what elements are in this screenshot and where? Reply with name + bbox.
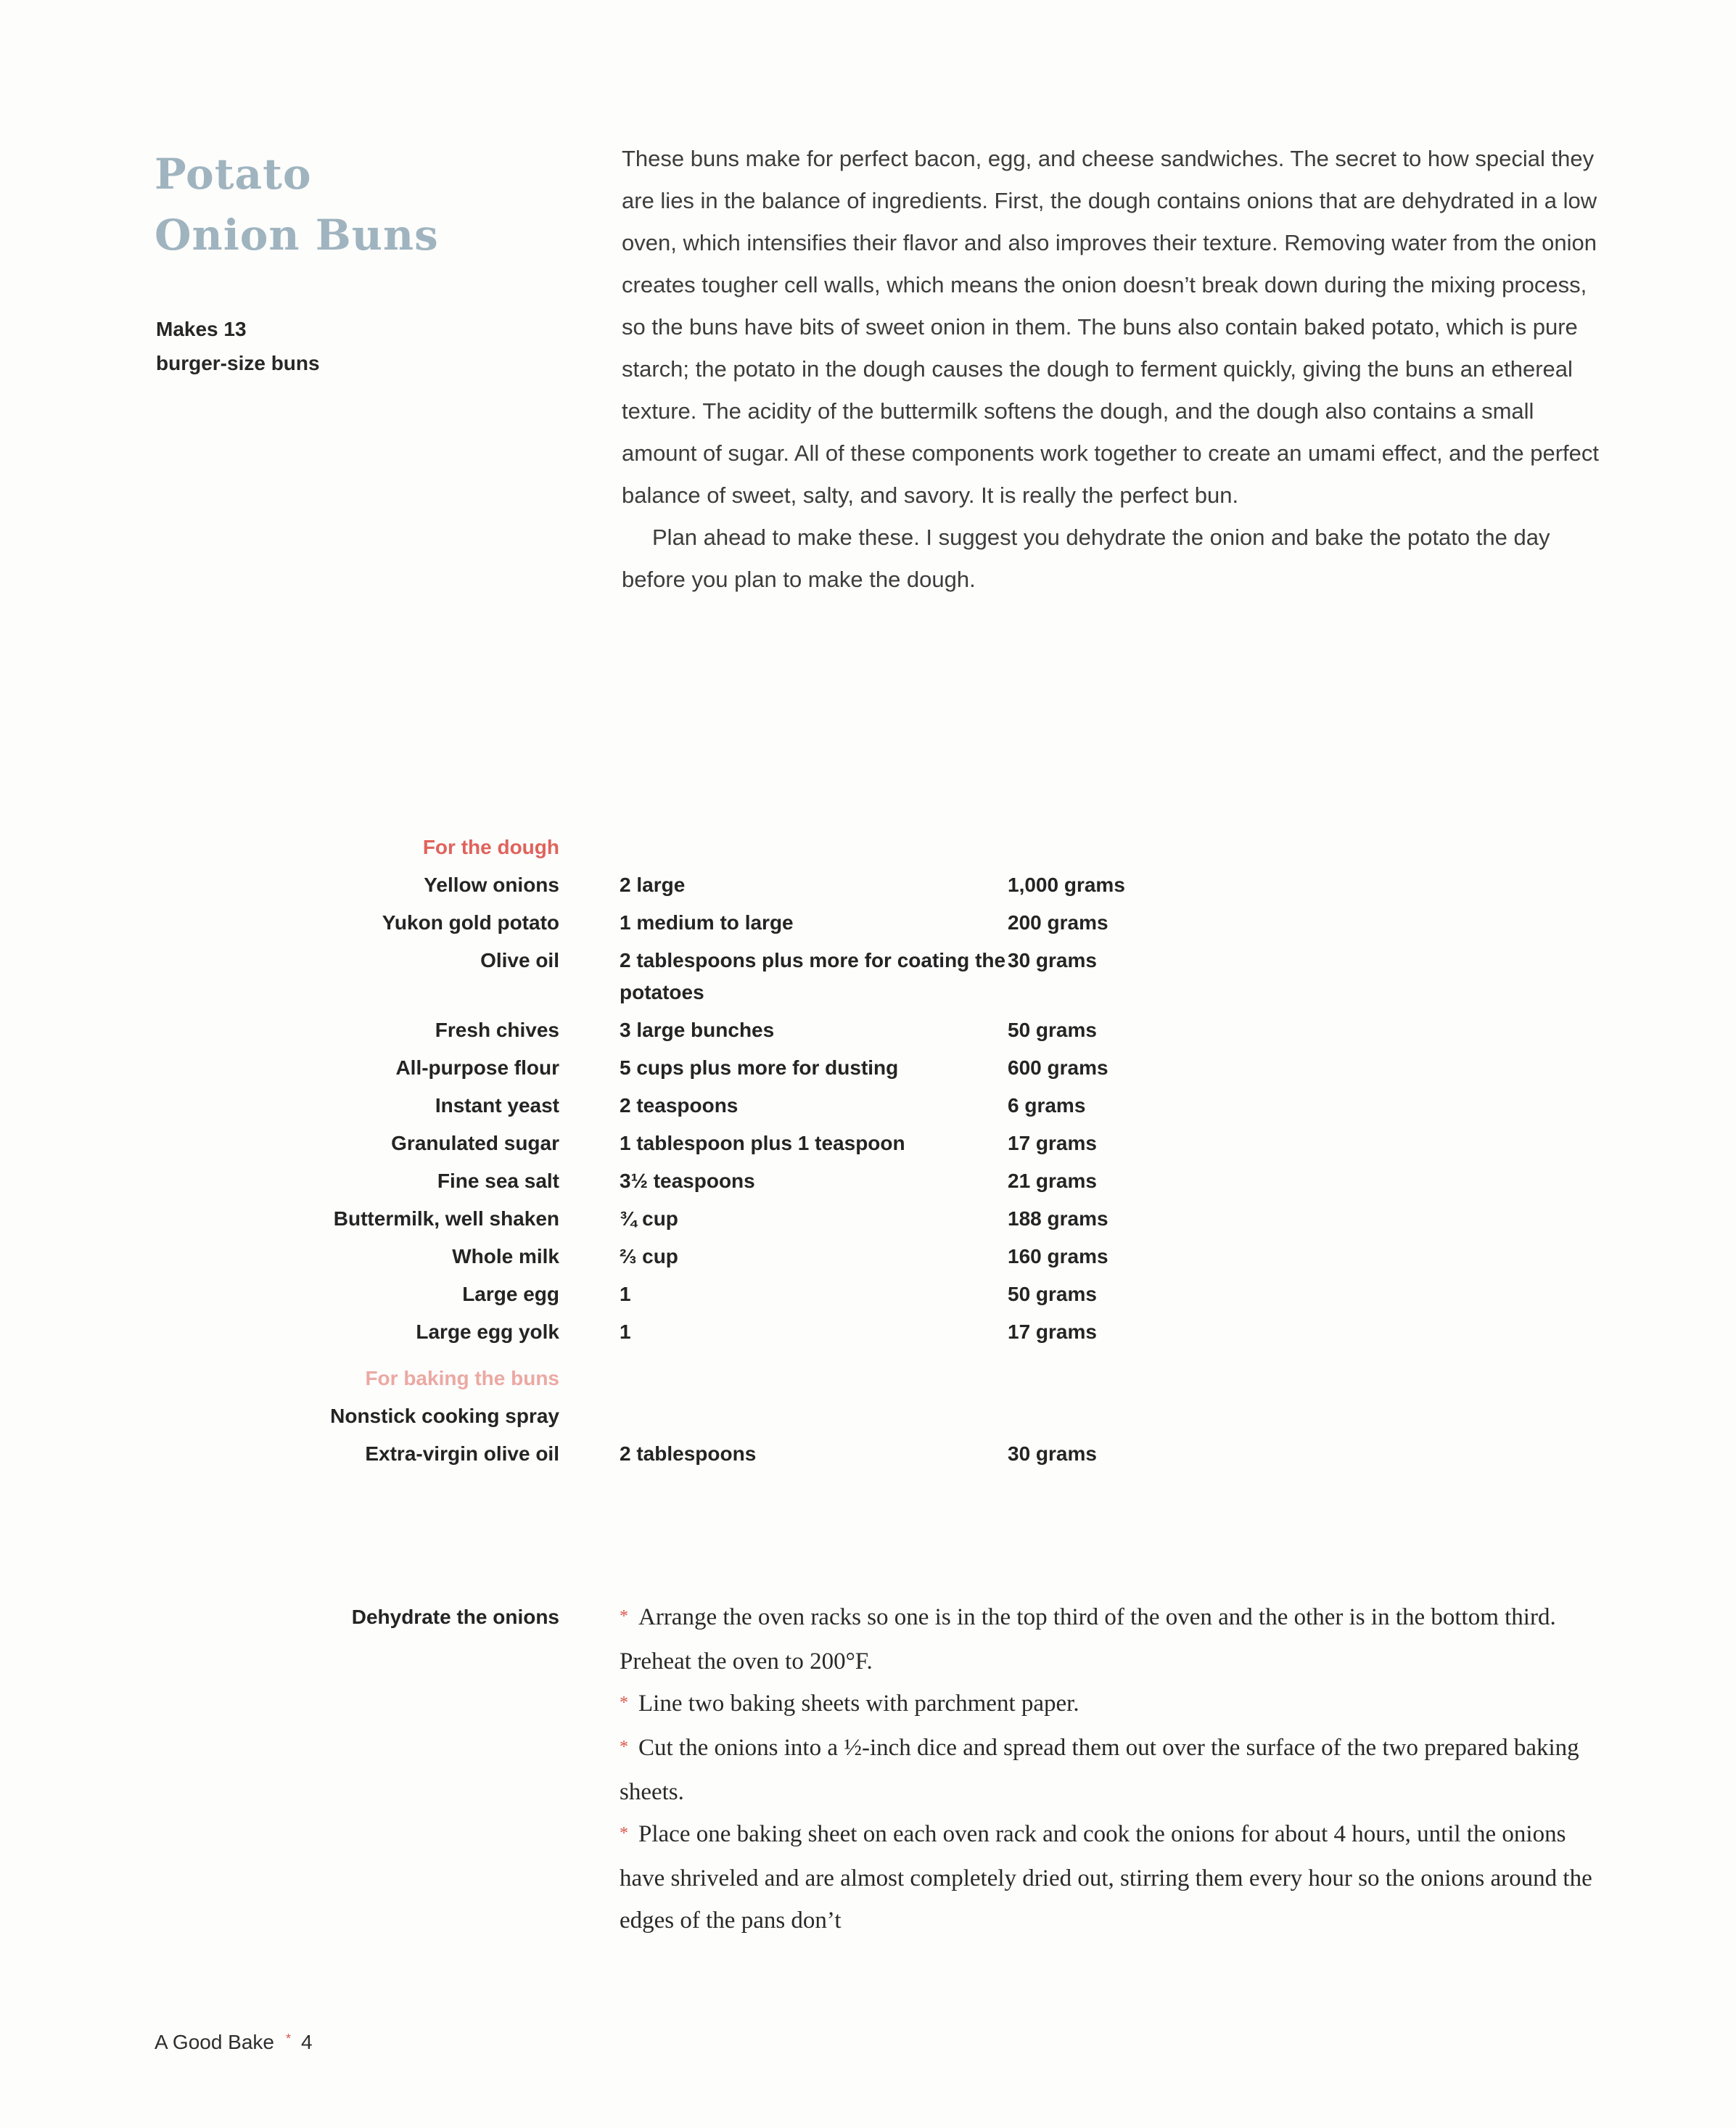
ingredient-grams: 17 grams xyxy=(1008,1132,1097,1154)
step-marker-icon: * xyxy=(620,1607,628,1626)
ingredient-name: Nonstick cooking spray xyxy=(330,1405,559,1427)
ingredient-quantity: 2 large xyxy=(620,874,686,896)
recipe-title-line2: Onion Buns xyxy=(155,210,439,260)
ingredient-grams: 188 grams xyxy=(1008,1207,1108,1230)
method-step xyxy=(620,1727,1608,1813)
recipe-title xyxy=(155,144,439,266)
method-section-label: Dehydrate the onions xyxy=(351,1606,559,1628)
method-step-text: Line two baking sheets with parchment paper. xyxy=(638,1691,1079,1717)
yield-note xyxy=(156,312,320,380)
ingredient-quantity xyxy=(559,1400,1008,1432)
recipe-title-line1: Potato xyxy=(155,149,312,199)
ingredient-grams: 30 grams xyxy=(1008,949,1097,971)
method-step-text: Cut the onions into a ½-inch dice and spread them out over the surface of the two prepared baking sheets. xyxy=(620,1735,1579,1805)
ingredients-header-baking: For baking the buns xyxy=(365,1367,559,1389)
ingredient-quantity: 1 medium to large xyxy=(620,911,794,934)
yield-line1: Makes 13 xyxy=(156,318,247,340)
ingredient-quantity: 1 xyxy=(620,1283,631,1305)
ingredient-grams xyxy=(1008,1400,1247,1432)
ingredient-quantity: 3½ teaspoons xyxy=(620,1170,755,1192)
ingredient-grams: 50 grams xyxy=(1008,1283,1097,1305)
ingredient-grams: 600 grams xyxy=(1008,1056,1108,1079)
ingredient-name: Instant yeast xyxy=(435,1094,559,1117)
ingredient-quantity: 2 teaspoons xyxy=(620,1094,739,1117)
method-step-text: Arrange the oven racks so one is in the top third of the oven and the other is in the bottom third. Preheat the oven to 200°F. xyxy=(620,1604,1556,1675)
page-number: 4 xyxy=(301,2031,313,2053)
ingredient-name: Large egg xyxy=(462,1283,559,1305)
ingredient-grams: 6 grams xyxy=(1008,1094,1086,1117)
ingredient-name: Large egg yolk xyxy=(416,1320,559,1343)
ingredient-quantity: ¾ cup xyxy=(620,1207,678,1230)
method-step xyxy=(620,1813,1608,1942)
ingredient-name: Buttermilk, well shaken xyxy=(333,1207,559,1230)
ingredient-grams: 30 grams xyxy=(1008,1442,1097,1465)
ingredient-quantity: ⅔ cup xyxy=(620,1245,678,1268)
ingredient-name: All-purpose flour xyxy=(395,1056,559,1079)
step-marker-icon: * xyxy=(620,1824,628,1843)
ingredient-name: Extra-virgin olive oil xyxy=(365,1442,559,1465)
ingredient-name: Whole milk xyxy=(452,1245,559,1268)
footer-separator-icon: * xyxy=(286,2032,292,2046)
method-steps xyxy=(559,1596,1608,1942)
book-title: A Good Bake xyxy=(155,2031,275,2053)
ingredient-name: Yellow onions xyxy=(424,874,559,896)
intro-text xyxy=(622,138,1605,601)
ingredient-grams: 200 grams xyxy=(1008,911,1108,934)
ingredient-quantity: 5 cups plus more for dusting xyxy=(620,1056,899,1079)
ingredient-quantity: 3 large bunches xyxy=(620,1019,775,1041)
ingredient-quantity: 1 tablespoon plus 1 teaspoon xyxy=(620,1132,905,1154)
method-step xyxy=(620,1683,1608,1727)
ingredient-name: Fresh chives xyxy=(435,1019,559,1041)
ingredient-grams: 21 grams xyxy=(1008,1170,1097,1192)
ingredient-quantity: 1 xyxy=(620,1320,631,1343)
method-step-text: Place one baking sheet on each oven rack and cook the onions for about 4 hours, until the onions have shriveled and are almost completely dried out, stirring them every hour so the onions around the edges of the pans don’t xyxy=(620,1821,1592,1934)
intro-paragraph-1: These buns make for perfect bacon, egg, and cheese sandwiches. The secret to how special they are lies in the balance of ingredients. First, the dough contains onions that are dehydrated in a low oven, which intensifies their flavor and also improves their texture. Removing water from the onion creates tougher cell walls, which means the onion doesn’t break down during the mixing process, so the buns have bits of sweet onion in them. The buns also contain baked potato, which is pure starch; the potato in the dough causes the dough to ferment quickly, giving the buns an ethereal texture. The acidity of the buttermilk softens the dough, and the dough also contains a small amount of sugar. All of these components work together to create an umami effect, and the perfect balance of sweet, salty, and savory. It is really the perfect bun. xyxy=(622,146,1599,508)
yield-line2: burger-size buns xyxy=(156,352,320,374)
ingredient-name: Olive oil xyxy=(480,949,559,971)
ingredient-name: Fine sea salt xyxy=(437,1170,559,1192)
ingredient-grams: 1,000 grams xyxy=(1008,874,1125,896)
ingredient-grams: 160 grams xyxy=(1008,1245,1108,1268)
step-marker-icon: * xyxy=(620,1693,628,1712)
method-step xyxy=(620,1596,1608,1683)
step-marker-icon: * xyxy=(620,1738,628,1757)
ingredient-grams: 50 grams xyxy=(1008,1019,1097,1041)
ingredient-grams: 17 grams xyxy=(1008,1320,1097,1343)
ingredient-name: Yukon gold potato xyxy=(382,911,559,934)
ingredient-quantity: 2 tablespoons plus more for coating the potatoes xyxy=(620,949,1006,1003)
ingredient-name: Granulated sugar xyxy=(391,1132,559,1154)
ingredients-header-dough: For the dough xyxy=(422,836,559,858)
ingredients-list xyxy=(211,831,1488,1470)
page-footer xyxy=(155,2031,313,2054)
intro-paragraph-2: Plan ahead to make these. I suggest you dehydrate the onion and bake the potato the day before you plan to make the dough. xyxy=(622,525,1550,592)
ingredient-quantity: 2 tablespoons xyxy=(620,1442,757,1465)
method-section xyxy=(211,1596,1608,1942)
